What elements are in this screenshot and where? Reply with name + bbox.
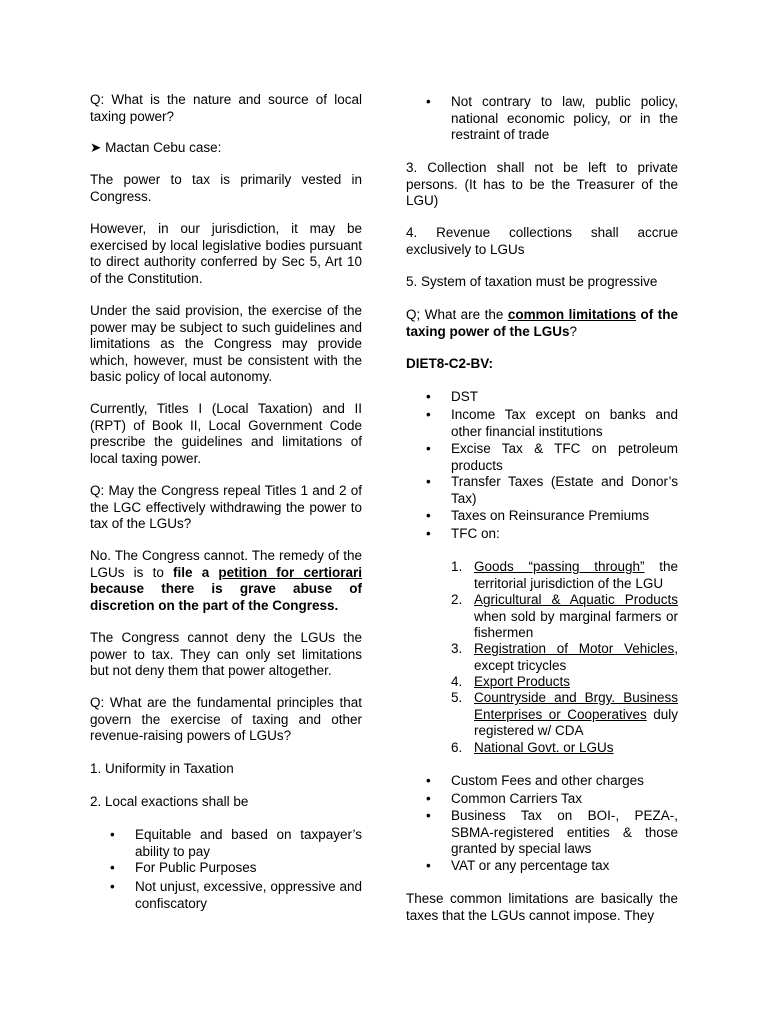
paragraph-power-vested: The power to tax is primarily vested in Congress. xyxy=(90,172,362,204)
tfc-item-4: 4. Export Products xyxy=(451,674,571,689)
q4-underlined: common limitations xyxy=(507,307,637,322)
bullet-equitable: • Equitable and based on taxpayer’s ability to pay xyxy=(90,827,362,860)
q4-bold: of the taxing power of the LGUs xyxy=(406,307,678,339)
limit-tfc-on: • TFC on: xyxy=(406,526,678,543)
mnemonic-heading: DIET8-C2-BV: xyxy=(406,356,494,371)
limit-business-tax: • Business Tax on BOI-, PEZA-, SBMA-registered entities & those granted by special laws xyxy=(406,808,678,858)
answer-remedy xyxy=(90,548,362,614)
mactan-cebu-label: Mactan Cebu case: xyxy=(105,140,222,155)
principle-5: 5. System of taxation must be progressive xyxy=(406,274,658,289)
paragraph-titles: Currently, Titles I (Local Taxation) and II (RPT) of Book II, Local Government Code prescribe the guidelines and limitations of local taxing power. xyxy=(90,401,362,466)
bullet-not-unjust: • Not unjust, excessive, oppressive and confiscatory xyxy=(90,879,362,912)
arrow-bullet-icon: ➤ xyxy=(90,140,102,155)
answer-bold-2: because there is grave abuse of discretion on the part of the Congress. xyxy=(90,581,362,613)
paragraph-jurisdiction: However, in our jurisdiction, it may be exercised by local legislative bodies pursuant to direct authority conferred by Sec 5, Art 10 of the Constitution. xyxy=(90,221,362,286)
paragraph-cannot-deny: The Congress cannot deny the LGUs the power to tax. They can only set limitations but not deny them that power altogether. xyxy=(90,630,362,678)
limit-dst: • DST xyxy=(406,389,678,406)
question-repeal: Q: May the Congress repeal Titles 1 and 2 of the LGC effectively withdrawing the power to tax of the LGUs? xyxy=(90,483,362,531)
tfc-item-3: 3. Registration of Motor Vehicles, except tricycles xyxy=(451,641,678,673)
question-common-limitations xyxy=(406,307,678,340)
principle-3: 3. Collection shall not be left to private persons. (It has to be the Treasurer of the LGU) xyxy=(406,160,678,208)
tfc-item-6: 6. National Govt. or LGUs xyxy=(451,740,614,755)
principle-2: 2. Local exactions shall be xyxy=(90,794,249,809)
closing-paragraph: These common limitations are basically the taxes that the LGUs cannot impose. They xyxy=(406,891,678,923)
limit-common-carriers: • Common Carriers Tax xyxy=(406,791,678,808)
tfc-item-2: 2. Agricultural & Aquatic Products when sold by marginal farmers or fishermen xyxy=(451,592,678,640)
answer-plain: No. The Congress cannot. The remedy of the LGUs is to xyxy=(90,548,362,580)
paragraph-provision: Under the said provision, the exercise of the power may be subject to such guidelines and limitations as the Congress may provide which, however, must be consistent with the basic policy of local autonomy. xyxy=(90,303,362,384)
bullet-not-contrary: • Not contrary to law, public policy, national economic policy, or in the restraint of trade xyxy=(406,94,678,144)
q4-end: ? xyxy=(569,323,578,339)
answer-bold-1: file a xyxy=(173,564,219,580)
question-nature-source: Q: What is the nature and source of local taxing power? xyxy=(90,92,362,124)
q4-pre: Q; What are the xyxy=(406,307,508,322)
principle-4: 4. Revenue collections shall accrue exclusively to LGUs xyxy=(406,225,678,257)
principle-1: 1. Uniformity in Taxation xyxy=(90,761,234,776)
question-fundamental-principles: Q: What are the fundamental principles that govern the exercise of taxing and other revenue-raising powers of LGUs? xyxy=(90,695,362,743)
mactan-cebu-heading xyxy=(90,140,362,157)
limit-reinsurance: • Taxes on Reinsurance Premiums xyxy=(406,508,678,525)
limit-excise-tax: • Excise Tax & TFC on petroleum products xyxy=(406,441,678,474)
tfc-item-5: 5. Countryside and Brgy. Business Enterprises or Cooperatives duly registered w/ CDA xyxy=(451,690,678,738)
limit-transfer-taxes: • Transfer Taxes (Estate and Donor’s Tax) xyxy=(406,474,678,507)
tfc-item-1: 1. Goods “passing through” the territorial jurisdiction of the LGU xyxy=(451,559,678,591)
limit-vat: • VAT or any percentage tax xyxy=(406,858,678,875)
limit-custom-fees: • Custom Fees and other charges xyxy=(406,773,678,790)
answer-certiorari: petition for certiorari xyxy=(218,564,362,580)
limit-income-tax: • Income Tax except on banks and other financial institutions xyxy=(406,407,678,440)
bullet-public-purposes: • For Public Purposes xyxy=(90,860,362,877)
